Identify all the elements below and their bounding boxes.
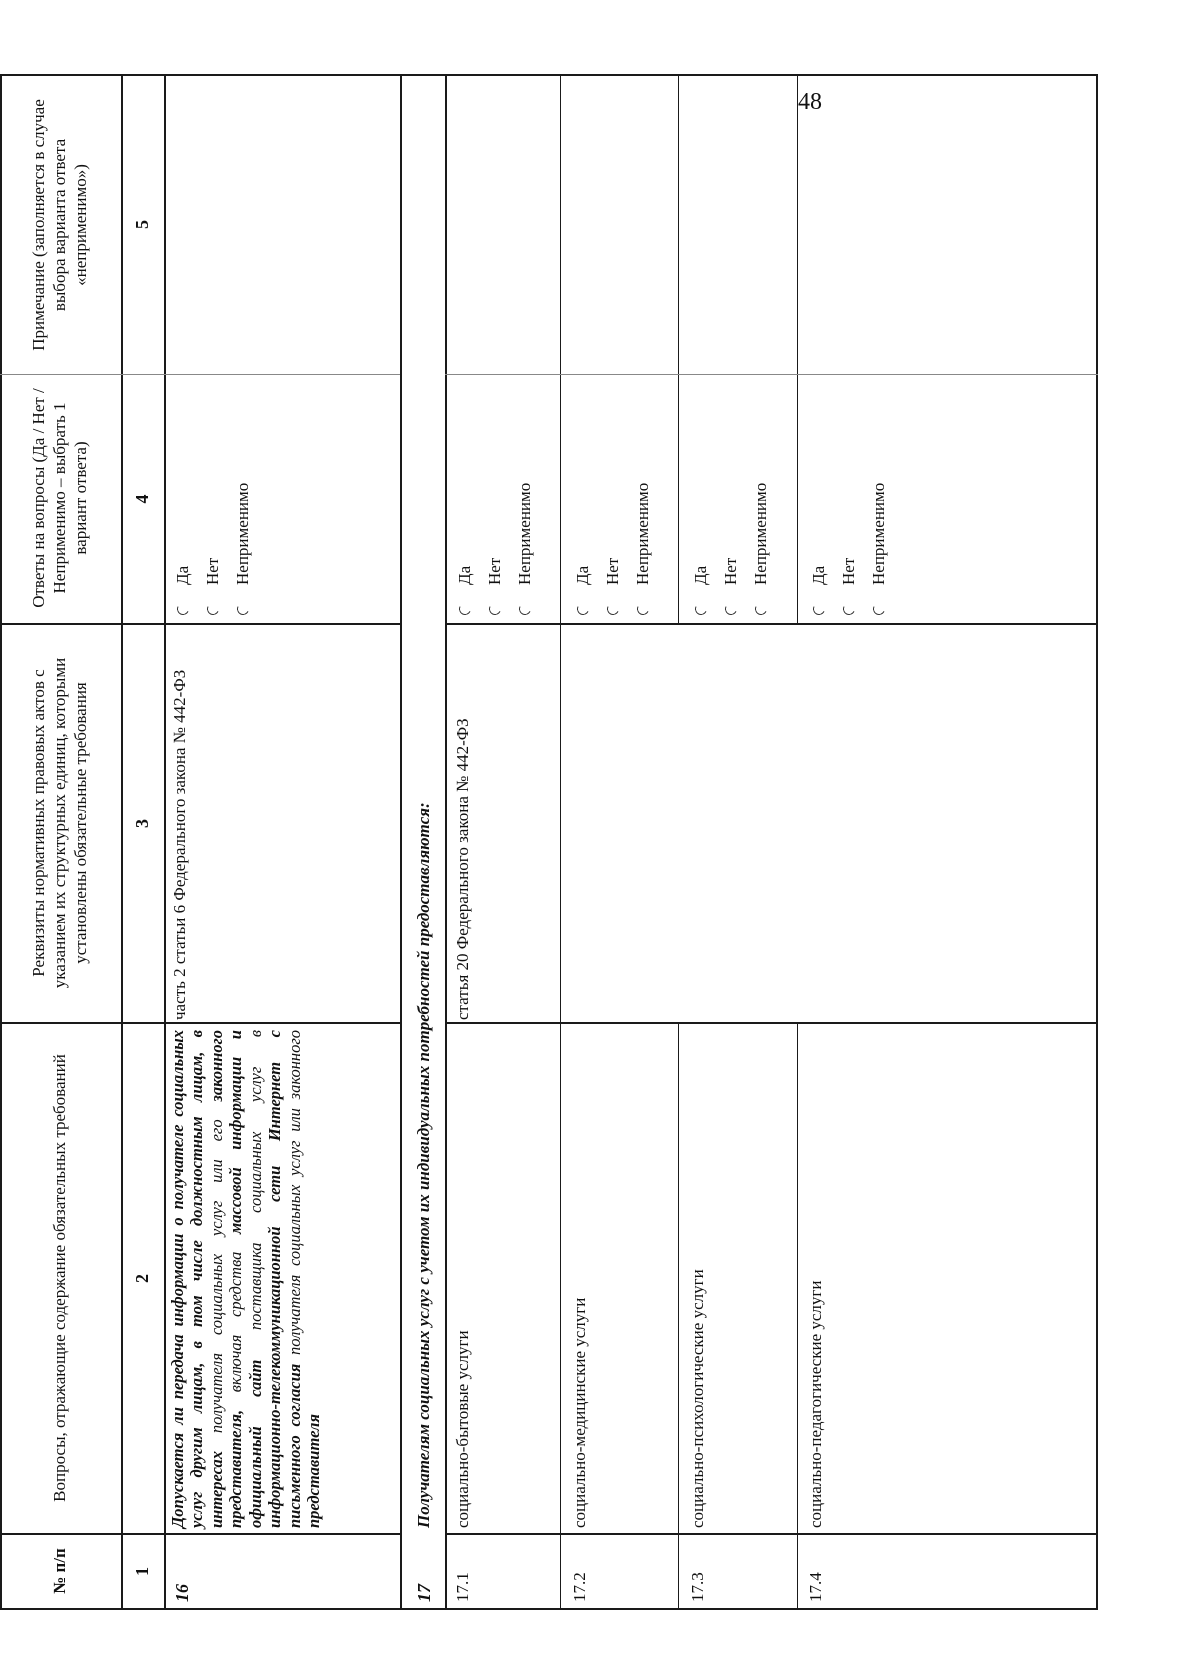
row-17-2-option-no[interactable] [598, 379, 628, 615]
table-border-left [0, 1608, 1098, 1610]
option-label: Нет [602, 557, 622, 585]
option-label: Нет [838, 557, 858, 585]
option-label: Да [172, 565, 192, 585]
row-17-4-answers[interactable] [804, 379, 894, 615]
colnum-bottom-line [164, 74, 166, 1610]
row17-3-bottom-line-right [797, 74, 798, 625]
row-17-requisites: статья 20 Федерального закона № 442-ФЗ [453, 718, 472, 1020]
row17-2-bottom-line-right [678, 74, 679, 625]
q16-part-7: получателя социальных услуг или законного [284, 1029, 304, 1364]
radio-icon[interactable] [487, 601, 502, 616]
col4-right-line-lower [445, 374, 1098, 375]
header-col-requisites: Реквизиты нормативных правовых актов с указанием их структурных единиц, которыми установлены обязательные требования [29, 657, 90, 989]
colnum-2: 2 [131, 1274, 152, 1283]
radio-icon[interactable] [723, 601, 738, 616]
header-col-number: № п/п [50, 1548, 70, 1594]
radio-icon[interactable] [457, 601, 472, 616]
row-17-3-number: 17.3 [688, 1572, 707, 1602]
option-label: Да [690, 565, 710, 585]
row-17-2-number: 17.2 [570, 1572, 589, 1602]
colnum-4: 4 [131, 494, 152, 504]
option-label: Неприменимо [868, 482, 888, 585]
row-16-option-yes[interactable] [168, 379, 198, 615]
row-17-2-answers[interactable] [568, 379, 658, 615]
radio-icon[interactable] [517, 601, 532, 616]
q16-part-1: получателя социальных услуг или его [206, 1101, 226, 1451]
radio-icon[interactable] [235, 601, 250, 616]
colnum-5: 5 [131, 220, 152, 229]
col1-right-line-bottom [445, 1534, 1098, 1536]
option-label: Нет [720, 557, 740, 585]
row-17-4-question: социально-педагогические услуги [806, 1280, 825, 1528]
row-17-3-option-no[interactable] [716, 379, 746, 615]
colnum-1: 1 [131, 1567, 152, 1576]
row-17-4-number: 17.4 [806, 1572, 825, 1602]
row17-3-bottom-line-left [797, 1024, 798, 1610]
option-label: Да [572, 565, 592, 585]
row-17-3-question: социально-психологические услуги [688, 1269, 707, 1528]
radio-icon[interactable] [871, 601, 886, 616]
row-16-question [168, 1030, 324, 1528]
q16-part-2: законного представителя, [206, 1030, 246, 1528]
row-17-2-question: социально-медицинские услуги [570, 1297, 589, 1528]
row-17-3-option-na[interactable] [746, 379, 776, 615]
row-17-1-option-na[interactable] [510, 379, 540, 615]
option-label: Неприменимо [632, 482, 652, 585]
table-border-right [0, 74, 1098, 76]
radio-icon[interactable] [753, 601, 768, 616]
radio-icon[interactable] [575, 601, 590, 616]
header-col-answers: Ответы на вопросы (Да / Нет / Неприменимо – выбрать 1 вариант ответа) [29, 388, 90, 608]
row-17-3-answers[interactable] [686, 379, 776, 615]
row-17-question: Получателям социальных услуг с учетом их индивидуальных потребностей предоставляются: [414, 802, 433, 1528]
row-17-1-option-no[interactable] [480, 379, 510, 615]
requirements-table [0, 74, 1098, 1610]
table-border-bottom [1096, 74, 1098, 1610]
row-17-2-option-na[interactable] [628, 379, 658, 615]
option-label: Да [808, 565, 828, 585]
row-16-option-no[interactable] [198, 379, 228, 615]
radio-icon[interactable] [811, 601, 826, 616]
radio-icon[interactable] [175, 601, 190, 616]
row-16-requisites: часть 2 статьи 6 Федерального закона № 442-ФЗ [170, 669, 189, 1020]
row-17-2-option-yes[interactable] [568, 379, 598, 615]
row-17-1-number: 17.1 [453, 1572, 472, 1602]
row-17-1-answers[interactable] [450, 379, 540, 615]
option-label: Да [454, 565, 474, 585]
header-col-question: Вопросы, отражающие содержание обязательных требований [50, 1054, 70, 1502]
col3-right-line [0, 624, 400, 626]
q16-part-6: информационно-телекоммуникационной сети Интернет с письменного согласия [265, 1030, 304, 1528]
q16-part-0: Допускается ли передача информации о получателе социальных услуг другим лицам, в том числе должностным лицам, в интересах [168, 1030, 226, 1528]
col2-right-line [0, 1023, 400, 1025]
radio-icon[interactable] [841, 601, 856, 616]
row-17-4-option-na[interactable] [864, 379, 894, 615]
row17-1-bottom-line [560, 74, 561, 1610]
row-17-3-option-yes[interactable] [686, 379, 716, 615]
page-number: 48 [798, 89, 822, 115]
row-16-answers[interactable] [168, 379, 258, 615]
row-16-number: 16 [172, 1584, 192, 1602]
q16-part-5: поставщика социальных услуг в [245, 1030, 265, 1360]
header-col-note: Примечание (заполняется в случае выбора варианта ответа «неприменимо») [29, 99, 90, 351]
row-16-option-na[interactable] [228, 379, 258, 615]
row-17-number: 17 [414, 1584, 434, 1602]
q16-part-4: массовой информации и официальный сайт [226, 1030, 265, 1528]
row-17-1-option-yes[interactable] [450, 379, 480, 615]
option-label: Нет [484, 557, 504, 585]
col4-right-line [0, 374, 400, 375]
col3-right-line-lower [445, 624, 1098, 626]
colnum-3: 3 [131, 819, 152, 828]
row-17-4-option-yes[interactable] [804, 379, 834, 615]
option-label: Нет [202, 557, 222, 585]
row-17-4-option-no[interactable] [834, 379, 864, 615]
radio-icon[interactable] [605, 601, 620, 616]
option-label: Неприменимо [750, 482, 770, 585]
row17-bottom-line [445, 74, 447, 1610]
radio-icon[interactable] [205, 601, 220, 616]
row17-2-bottom-line-left [678, 1024, 679, 1610]
q16-part-8: представителя [304, 1414, 324, 1528]
col2-right-line-lower [445, 1023, 1098, 1025]
option-label: Неприменимо [514, 482, 534, 585]
row-17-1-question: социально-бытовые услуги [453, 1330, 472, 1528]
radio-icon[interactable] [635, 601, 650, 616]
row16-bottom-line [400, 74, 402, 1610]
rotated-landscape-table [0, 74, 1098, 1610]
radio-icon[interactable] [693, 601, 708, 616]
col1-right-line-top [0, 1534, 400, 1536]
option-label: Неприменимо [232, 482, 252, 585]
q16-part-3: включая средства [226, 1234, 246, 1410]
